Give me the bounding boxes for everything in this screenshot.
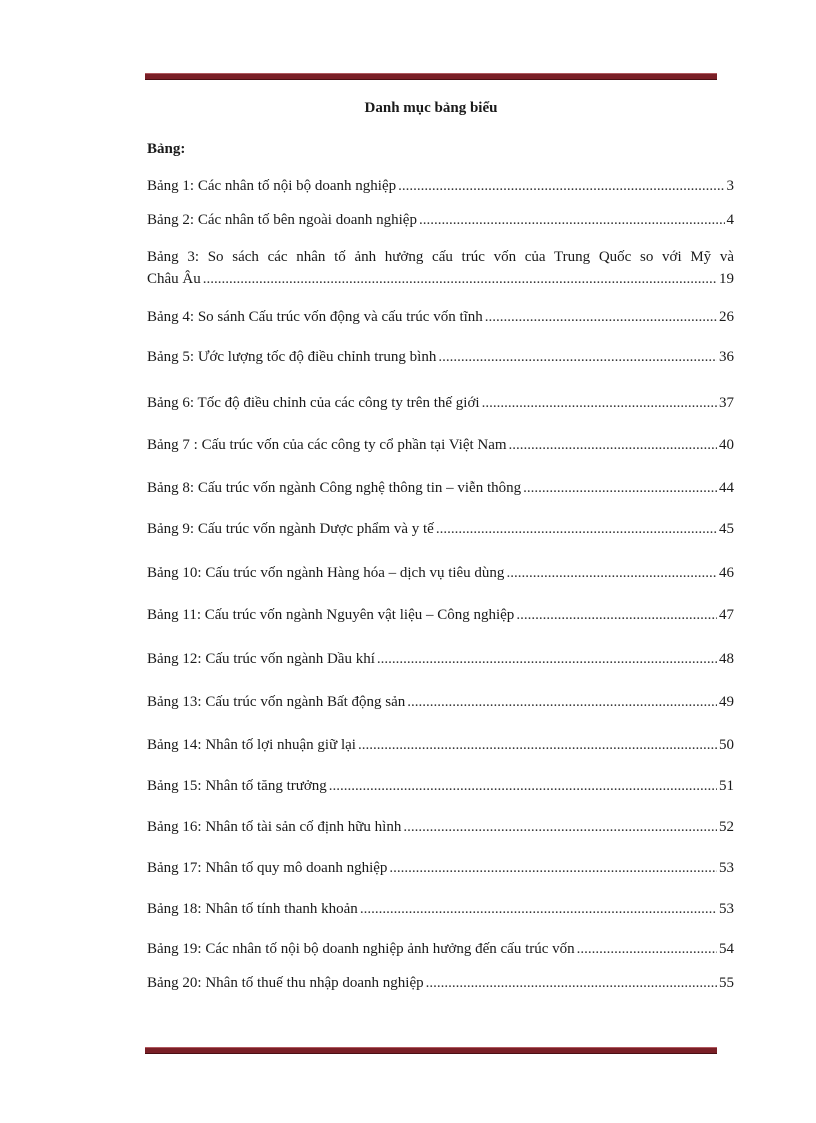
toc-entry[interactable]	[147, 734, 734, 756]
toc-entry-page: 55	[719, 975, 734, 991]
toc-entry-label: Bảng 15: Nhân tố tăng trưởng	[147, 778, 327, 794]
dot-leader	[419, 209, 725, 231]
dot-leader	[358, 734, 717, 756]
toc-entry[interactable]	[147, 857, 734, 879]
toc-entry-label: Bảng 11: Cấu trúc vốn ngành Nguyên vật liệu – Công nghiệp	[147, 607, 515, 623]
dot-leader	[398, 175, 724, 197]
toc-entry[interactable]	[147, 898, 734, 920]
toc-entry[interactable]	[147, 246, 734, 290]
toc-entry-page: 3	[726, 178, 734, 194]
dot-leader	[516, 604, 717, 626]
toc-entry-page: 51	[719, 778, 734, 794]
dot-leader	[482, 392, 717, 414]
toc-entry-label: Bảng 10: Cấu trúc vốn ngành Hàng hóa – dịch vụ tiêu dùng	[147, 565, 505, 581]
toc-entry[interactable]	[147, 691, 734, 713]
toc-entry[interactable]	[147, 477, 734, 499]
toc-entry-label: Bảng 14: Nhân tố lợi nhuận giữ lại	[147, 737, 356, 753]
toc-entry-page: 50	[719, 737, 734, 753]
toc-entry[interactable]	[147, 775, 734, 797]
toc-entry-page: 46	[719, 565, 734, 581]
dot-leader	[485, 306, 717, 328]
toc-entry[interactable]	[147, 392, 734, 414]
toc-entry-page: 52	[719, 819, 734, 835]
toc-entry-label: Bảng 18: Nhân tố tính thanh khoản	[147, 901, 358, 917]
toc-entry-label: Bảng 7 : Cấu trúc vốn của các công ty cổ phần tại Việt Nam	[147, 437, 507, 453]
toc-entry[interactable]	[147, 209, 734, 231]
dot-leader	[523, 477, 717, 499]
toc-entry[interactable]	[147, 972, 734, 994]
toc-entry-page: 45	[719, 521, 734, 537]
dot-leader	[426, 972, 717, 994]
toc-entry[interactable]	[147, 518, 734, 540]
toc-entry[interactable]	[147, 434, 734, 456]
dot-leader	[509, 434, 717, 456]
dot-leader	[436, 518, 717, 540]
toc-entry[interactable]	[147, 938, 734, 960]
toc-entry[interactable]	[147, 346, 734, 368]
dot-leader	[329, 775, 717, 797]
dot-leader	[389, 857, 717, 879]
toc-entry-label: Bảng 6: Tốc độ điều chỉnh của các công ty trên thế giới	[147, 395, 480, 411]
toc-entry-label: Châu Âu	[147, 271, 201, 287]
toc-entry[interactable]	[147, 562, 734, 584]
toc-entry-label: Bảng 9: Cấu trúc vốn ngành Dược phẩm và y tế	[147, 521, 434, 537]
toc-entry-page: 4	[726, 212, 734, 228]
toc-entry-label: Bảng 2: Các nhân tố bên ngoài doanh nghiệp	[147, 212, 417, 228]
toc-entry[interactable]	[147, 648, 734, 670]
toc-entry-label: Bảng 5: Ước lượng tốc độ điều chỉnh trung bình	[147, 349, 437, 365]
header-rule	[145, 73, 717, 80]
toc-entry-label: Bảng 17: Nhân tố quy mô doanh nghiệp	[147, 860, 388, 876]
toc-entry-page: 40	[719, 437, 734, 453]
toc-entry-page: 53	[719, 860, 734, 876]
dot-leader	[203, 268, 717, 290]
toc-entry-label-line1: Bảng 3: So sách các nhân tố ảnh hưởng cấu trúc vốn của Trung Quốc so với Mỹ và	[147, 249, 734, 265]
toc-entry-page: 47	[719, 607, 734, 623]
toc-entry-label: Bảng 13: Cấu trúc vốn ngành Bất động sản	[147, 694, 406, 710]
toc-entry-label: Bảng 16: Nhân tố tài sản cố định hữu hình	[147, 819, 402, 835]
toc-entry-page: 26	[719, 309, 734, 325]
dot-leader	[377, 648, 717, 670]
toc-entry[interactable]	[147, 175, 734, 197]
toc-entry-label: Bảng 1: Các nhân tố nội bộ doanh nghiệp	[147, 178, 397, 194]
toc-entry-label: Bảng 20: Nhân tố thuế thu nhập doanh nghiệp	[147, 975, 424, 991]
page-title: Danh mục bảng biểu	[364, 100, 498, 116]
toc-entry-page: 19	[719, 271, 734, 287]
toc-entry-page: 37	[719, 395, 734, 411]
toc-entry-label: Bảng 19: Các nhân tố nội bộ doanh nghiệp ảnh hưởng đến cấu trúc vốn	[147, 941, 575, 957]
dot-leader	[438, 346, 717, 368]
toc-entry-page: 49	[719, 694, 734, 710]
dot-leader	[577, 938, 717, 960]
toc-entry-page: 36	[719, 349, 734, 365]
toc-entry-page: 48	[719, 651, 734, 667]
toc-entry[interactable]	[147, 816, 734, 838]
toc-entry[interactable]	[147, 604, 734, 626]
dot-leader	[360, 898, 717, 920]
section-heading: Bảng:	[147, 141, 186, 157]
toc-entry[interactable]	[147, 306, 734, 328]
toc-entry-page: 44	[719, 480, 734, 496]
dot-leader	[506, 562, 717, 584]
toc-entry-label: Bảng 12: Cấu trúc vốn ngành Dầu khí	[147, 651, 375, 667]
toc-entry-label: Bảng 8: Cấu trúc vốn ngành Công nghệ thông tin – viễn thông	[147, 480, 522, 496]
footer-rule	[145, 1047, 717, 1054]
toc-entry-page: 53	[719, 901, 734, 917]
dot-leader	[403, 816, 717, 838]
toc-entry-label: Bảng 4: So sánh Cấu trúc vốn động và cấu trúc vốn tĩnh	[147, 309, 483, 325]
dot-leader	[407, 691, 717, 713]
toc-entry-page: 54	[719, 941, 734, 957]
